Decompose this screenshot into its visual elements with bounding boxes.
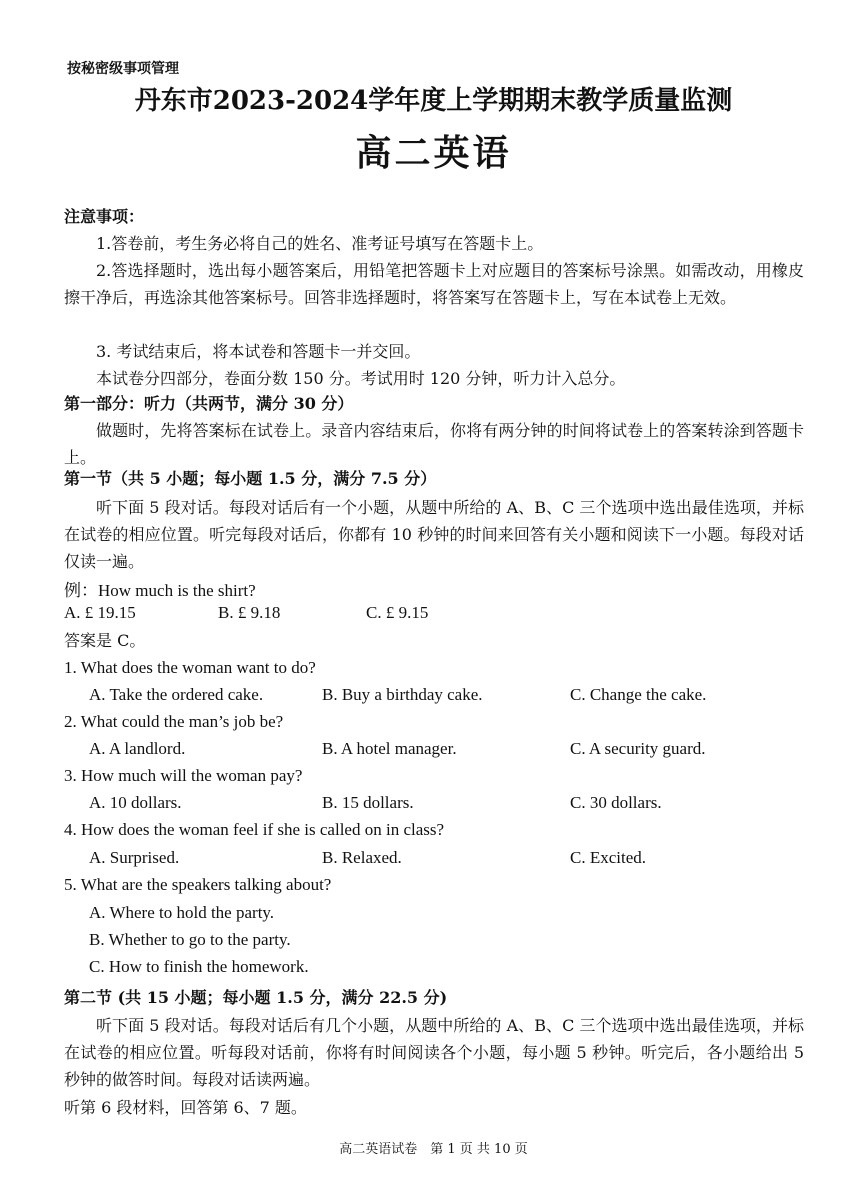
question-5: 5. What are the speakers talking about? <box>64 875 332 894</box>
material-6-note: 听第 6 段材料，回答第 6、7 题。 <box>64 1098 307 1117</box>
example-option-c: C. £ 9.15 <box>366 603 429 622</box>
part1-intro: 做题时，先将答案标在试卷上。录音内容结束后，你将有两分钟的时间将试卷上的答案转涂到答题卡上。 <box>64 421 804 467</box>
q2-option-a: A. A landlord. <box>89 739 186 758</box>
subject-title: 高二英语 <box>355 132 512 174</box>
q4-option-c: C. Excited. <box>570 848 647 867</box>
q5-option-c: C. How to finish the homework. <box>89 957 309 976</box>
q5-option-a: A. Where to hold the party. <box>89 903 275 922</box>
notice-item-2: 2.答选择题时，选出每小题答案后，用铅笔把答题卡上对应题目的答案标号涂黑。如需改动，用橡皮擦干净后，再选涂其他答案标号。回答非选择题时，将答案写在答题卡上，写在本试卷上无效。 <box>64 261 804 307</box>
q4-option-a: A. Surprised. <box>89 848 180 867</box>
notice-item-4: 本试卷分四部分，卷面分数 150 分。考试用时 120 分钟，听力计入总分。 <box>96 369 626 388</box>
part1-heading: 第一部分：听力（共两节，满分 30 分） <box>64 394 354 413</box>
exam-title: 丹东市2023-2024学年度上学期期末教学质量监测 <box>134 86 733 116</box>
q3-option-b: B. 15 dollars. <box>322 793 414 812</box>
example-option-a: A. £ 19.15 <box>64 603 136 622</box>
section1-intro: 听下面 5 段对话。每段对话后有一个小题，从题中所给的 A、B、C 三个选项中选出最佳选项，并标在试卷的相应位置。听完每段对话后，你都有 10 秒钟的时间来回答有关小题和阅读下一小题。每段对话仅读一遍。 <box>64 498 804 571</box>
question-1: 1. What does the woman want to do? <box>64 658 316 677</box>
q5-option-b: B. Whether to go to the party. <box>89 930 291 949</box>
secrecy-label: 按秘密级事项管理 <box>67 61 179 77</box>
q3-option-c: C. 30 dollars. <box>570 793 662 812</box>
question-2: 2. What could the man’s job be? <box>64 712 284 731</box>
page-footer: 高二英语试卷 第 1 页 共 10 页 <box>339 1142 528 1157</box>
question-4: 4. How does the woman feel if she is called on in class? <box>64 820 445 839</box>
q1-option-b: B. Buy a birthday cake. <box>322 685 483 704</box>
q2-option-b: B. A hotel manager. <box>322 739 457 758</box>
notice-item-3: 3. 考试结束后，将本试卷和答题卡一并交回。 <box>96 342 421 361</box>
example-option-b: B. £ 9.18 <box>218 603 281 622</box>
question-3: 3. How much will the woman pay? <box>64 766 303 785</box>
example-question: 例：How much is the shirt? <box>64 581 256 600</box>
q2-option-c: C. A security guard. <box>570 739 706 758</box>
q4-option-b: B. Relaxed. <box>322 848 402 867</box>
section2-heading: 第二节 (共 15 小题；每小题 1.5 分，满分 22.5 分) <box>64 988 448 1007</box>
q1-option-a: A. Take the ordered cake. <box>89 685 264 704</box>
q3-option-a: A. 10 dollars. <box>89 793 182 812</box>
notice-heading: 注意事项： <box>64 207 145 226</box>
q1-option-c: C. Change the cake. <box>570 685 707 704</box>
section1-heading: 第一节（共 5 小题；每小题 1.5 分，满分 7.5 分） <box>64 469 437 488</box>
section2-intro: 听下面 5 段对话。每段对话后有几个小题，从题中所给的 A、B、C 三个选项中选出最佳选项，并标在试卷的相应位置。听每段对话前，你将有时间阅读各个小题，每小题 5 秒钟。听完后，各小题给出 5 秒钟的做答时间。每段对话读两遍。 <box>64 1016 804 1089</box>
notice-item-1: 1.答卷前，考生务必将自己的姓名、准考证号填写在答题卡上。 <box>96 234 544 253</box>
example-answer: 答案是 C。 <box>64 631 146 650</box>
